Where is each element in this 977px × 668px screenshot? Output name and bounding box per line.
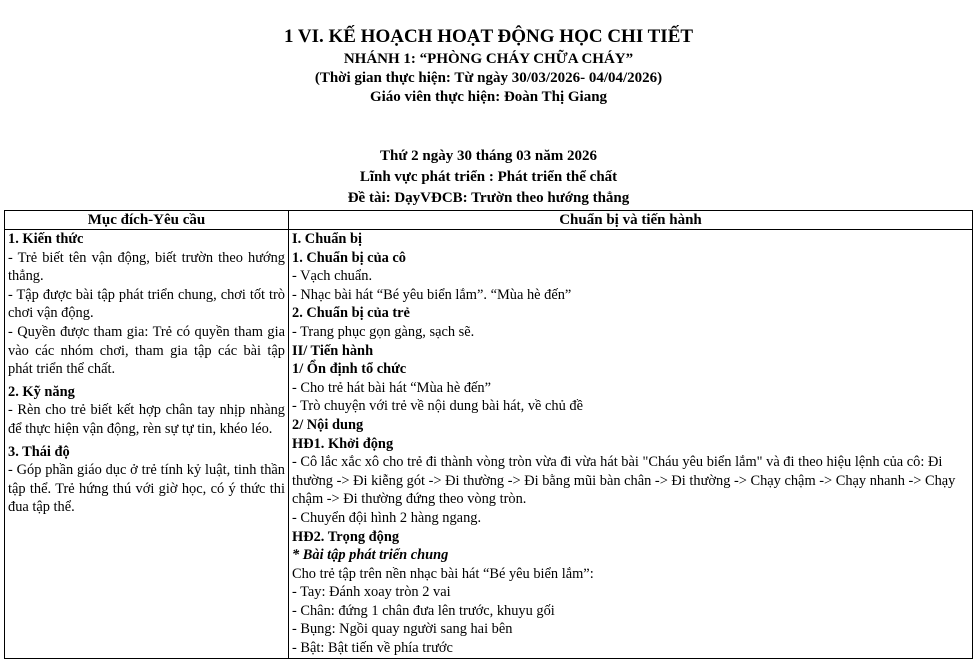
time-range: (Thời gian thực hiện: Từ ngày 30/03/2026- 04/04/2026) xyxy=(314,70,663,86)
content-line: - Cho trẻ hát bài hát “Mùa hè đến” xyxy=(292,379,491,396)
content-line: - Chân: đứng 1 chân đưa lên trước, khuyu gối xyxy=(292,602,555,619)
section-heading: 1. Chuẩn bị của cô xyxy=(292,249,406,266)
section-heading: I. Chuẩn bị xyxy=(292,231,362,247)
procedure-cell xyxy=(289,230,973,659)
table-header-row xyxy=(5,211,973,230)
content-line: - Bật: Bật tiến về phía trước xyxy=(292,640,453,657)
lesson-plan-table xyxy=(4,210,973,659)
content-line: - Nhạc bài hát “Bé yêu biển lắm”. “Mùa hè đến” xyxy=(292,286,572,303)
table-body-row xyxy=(5,230,973,659)
lesson-date: Thứ 2 ngày 30 tháng 03 năm 2026 xyxy=(380,148,597,164)
content-line: - Rèn cho trẻ biết kết hợp chân tay nhịp nhàng để thực hiện vận động, rèn sự tự tin, khéo léo. xyxy=(8,402,285,437)
section-heading: * Bài tập phát triển chung xyxy=(292,547,449,564)
content-line: - Trẻ biết tên vận động, biết trườn theo hướng thẳng. xyxy=(8,249,285,285)
lesson-info xyxy=(0,146,977,209)
teacher-name: Giáo viên thực hiện: Đoàn Thị Giang xyxy=(369,89,608,105)
objectives-cell xyxy=(5,230,289,659)
column-header-procedure: Chuẩn bị và tiến hành xyxy=(289,211,973,230)
section-heading: 3. Thái độ xyxy=(8,443,70,460)
section-heading: 1. Kiến thức xyxy=(8,231,84,247)
lesson-topic: Đề tài: DạyVĐCB: Trườn theo hướng thẳng xyxy=(347,190,630,206)
content-line: - Tập được bài tập phát triển chung, chơi tốt trò chơi vận động. xyxy=(8,286,285,322)
section-heading: HĐ2. Trọng động xyxy=(292,528,400,545)
branch-title: NHÁNH 1: “PHÒNG CHÁY CHỮA CHÁY” xyxy=(343,51,634,67)
content-line: Cho trẻ tập trên nền nhạc bài hát “Bé yêu biển lắm”: xyxy=(292,565,594,582)
column-header-objectives: Mục đích-Yêu cầu xyxy=(5,211,289,230)
content-line: - Bụng: Ngồi quay người sang hai bên xyxy=(292,621,513,638)
content-line: - Góp phần giáo dục ở trẻ tính kỷ luật, tinh thần tập thể. Trẻ hứng thú với giờ học, có ý thức thi đua tập thể. xyxy=(8,462,285,516)
content-line: - Trang phục gọn gàng, sạch sẽ. xyxy=(292,323,475,340)
content-line: - Cô lắc xắc xô cho trẻ đi thành vòng tròn vừa đi vừa hát bài "Cháu yêu biển lắm" và đi theo hiệu lệnh của cô: Đi thường -> Đi kiễng gót -> Đi thường -> Đi bằng mũi bàn chân -> Đi thường -> Chạy chậm -> Chạy nhanh -> Chạy chậm -> Đi thường đứng theo vòng tròn. xyxy=(292,454,956,508)
content-line: - Chuyển đội hình 2 hàng ngang. xyxy=(292,509,482,526)
section-heading: 2. Chuẩn bị của trẻ xyxy=(292,305,410,322)
section-heading: 1/ Ổn định tổ chức xyxy=(292,361,407,378)
lesson-field: Lĩnh vực phát triển : Phát triển thể chất xyxy=(359,169,618,185)
section-heading: 2. Kỹ năng xyxy=(8,383,75,400)
document-title: 1 VI. KẾ HOẠCH HOẠT ĐỘNG HỌC CHI TIẾT xyxy=(283,26,694,47)
content-line: - Vạch chuẩn. xyxy=(292,268,373,285)
content-line: - Quyền được tham gia: Trẻ có quyền tham gia vào các nhóm chơi, tham gia tập các bài tập phát triển thể chất. xyxy=(8,323,285,378)
section-heading: II/ Tiến hành xyxy=(292,342,374,359)
section-heading: 2/ Nội dung xyxy=(292,416,364,433)
content-line: - Tay: Đánh xoay tròn 2 vai xyxy=(292,584,451,601)
content-line: - Trò chuyện với trẻ về nội dung bài hát, về chủ đề xyxy=(292,398,583,415)
document-header xyxy=(0,24,977,107)
section-heading: HĐ1. Khởi động xyxy=(292,435,394,452)
